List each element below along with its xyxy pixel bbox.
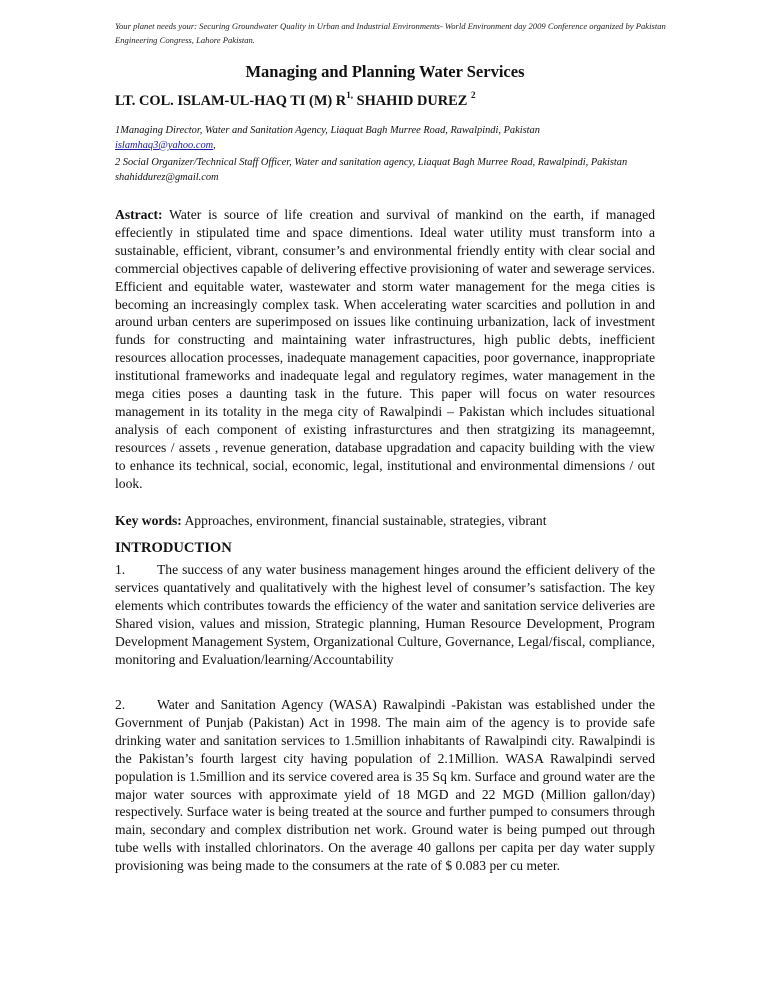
paragraph-1-number: 1. <box>115 562 126 577</box>
paragraph-2 <box>115 696 655 875</box>
affiliation-2 <box>115 155 655 185</box>
author-2-superscript: 2 <box>470 90 476 100</box>
paragraph-1-text: The success of any water business management hinges around the efficient delivery of the services quantatively and qualitatively with the highest level of consumer’s satisfaction. The key elements which contributes towards the efficiency of the water and sanitation service deliveries are Shared vision, values and mission, Strategic planning, Human Resource Development, Program Development Management System, Organizational Culture, Governance, Legal/fiscal, compliance, monitoring and Evaluation/learning/Accountability <box>115 562 655 667</box>
author-2-name: SHAHID DUREZ <box>352 93 468 109</box>
keywords-text: Approaches, environment, financial sustainable, strategies, vibrant <box>184 513 547 528</box>
affiliation-1 <box>115 123 655 153</box>
conference-header-note: Your planet needs your: Securing Groundwater Quality in Urban and Industrial Environments- World Environment day 2009 Conference organized by Pakistan Engineering Congress, Lahore Pakistan. <box>115 21 666 45</box>
paragraph-2-number: 2. <box>115 697 126 712</box>
paragraph-2-text: Water and Sanitation Agency (WASA) Rawalpindi -Pakistan was established under the Government of Punjab (Pakistan) Act in 1998. The main aim of the agency is to provide safe drinking water and sanitation services to 1.5million inhabitants of Rawalpindi city. Rawalpindi is the Pakistan’s fourth largest city having population of 2.1Million. WASA Rawalpindi served population is 1.5million and its service covered area is 35 Sq km. Surface and ground water are the major water sources with approximate yield of 18 MGD and 22 MGD (Million gallon/day) respectively. Surface water is being treated at the source and further pumped to consumers through main, secondary and complex distribution net work. Ground water is being pumped out through tube wells with installed chlorinators. On the average 40 gallons per capita per day water supply provisioning was being made to the consumers at the rate of $ 0.083 per cu meter. <box>115 697 655 874</box>
keywords-label: Key words: <box>115 513 182 528</box>
abstract <box>115 206 655 493</box>
author-1-superscript: 1, <box>346 90 353 100</box>
author-line <box>115 89 655 113</box>
author-1-name: LT. COL. ISLAM-UL-HAQ TI (M) R <box>115 93 347 109</box>
affiliation-1-email-link[interactable]: islamhaq3@yahoo.com <box>115 140 214 151</box>
keywords <box>115 512 655 530</box>
paper-title: Managing and Planning Water Services <box>245 62 525 81</box>
affiliation-1-text: 1Managing Director, Water and Sanitation Agency, Liaquat Bagh Murree Road, Rawalpindi, Pakistan <box>115 125 540 136</box>
abstract-text: Water is source of life creation and survival of mankind on the earth, if managed effeciently in stipulated time and space dimentions. Ideal water utility must transform into a sustainable, efficient, vibrant, consumer’s and environmental friendly entity with clear social and commercial objectives capable of delivering effective provisioning of water and sewerage services. Efficient and equitable water, wastewater and storm water management for the mega cities is becoming an increasingly complex task. When accelerating water scarcities and pollution in and around urban centers are superimposed on issues like continuing urbanization, lack of investment funds for constructing and maintaining water infrastructures, high public debts, inefficient resources allocation processes, inadequate management capacities, poor governance, inappropriate institutional frameworks and inadequate legal and regulatory regimes, water management in the mega cities poses a daunting task in the future. This paper will focus on water resources management in its totality in the mega city of Rawalpindi – Pakistan which includes situational analysis of each component of existing infrasturctures and then stratgizing its manageemnt, resources / assets , revenue generation, database upgradation and capacity building with the view to enhance its technical, social, economic, legal, institutional and environmental dimensions / out look. <box>115 207 655 491</box>
affiliation-2-email: shahiddurez@gmail.com <box>115 172 219 183</box>
affiliation-1-email-suffix: , <box>213 140 216 151</box>
paragraph-1 <box>115 561 655 668</box>
introduction-heading: INTRODUCTION <box>115 540 232 556</box>
abstract-label: Astract: <box>115 207 163 222</box>
affiliation-2-text: 2 Social Organizer/Technical Staff Officer, Water and sanitation agency, Liaquat Bagh Murree Road, Rawalpindi, Pakistan <box>115 157 628 168</box>
